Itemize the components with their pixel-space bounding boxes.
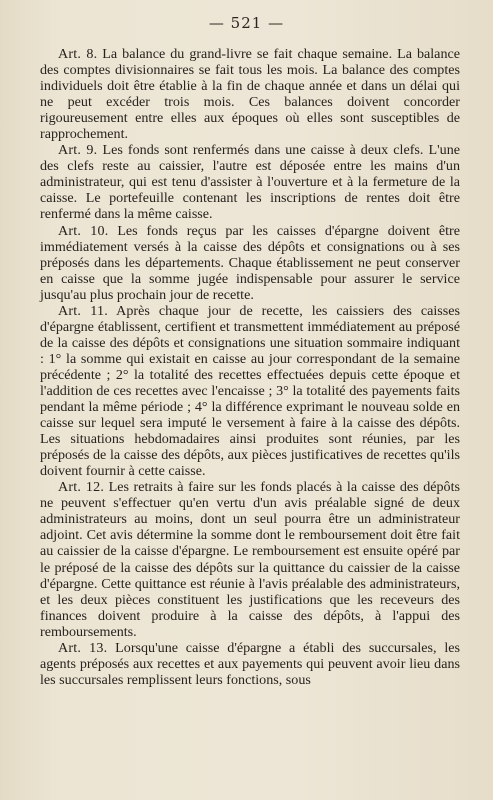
article-11-label: Art. 11. — [58, 302, 108, 319]
article-11-paragraph — [40, 303, 460, 480]
article-12-text: Les retraits à faire sur les fonds placés à la caisse des dépôts ne peuvent s'effectuer qu'en vertu d'un avis préalable signé de deux administrateurs au moins, dont un seul pourra être un administrateur adjoint. Cet avis détermine la somme dont le remboursement doit être fait au caissier de la caisse d'épargne. Le remboursement est ensuite opéré par le préposé de la caisse des dépôts sur la quittance du caissier de la caisse d'épargne. Cette quittance est réunie à l'avis préalable des administrateurs, et les deux pièces constituent les justifications que les receveurs des finances doivent produire à la caisse des dépôts, à l'appui des remboursements. — [40, 479, 460, 640]
article-9-paragraph — [40, 142, 460, 222]
article-13-text: Lorsqu'une caisse d'épargne a établi des succursales, les agents préposés aux recettes et aux payements qui peuvent avoir lieu dans les succursales remplissent leurs fonctions, sous — [40, 639, 460, 688]
article-8-label: Art. 8. — [58, 46, 98, 62]
article-text-block — [40, 46, 460, 688]
article-12-label: Art. 12. — [58, 479, 105, 496]
article-10-paragraph — [40, 223, 460, 303]
article-11-text: Après chaque jour de recette, les caissiers des caisses d'épargne établissent, certifient et transmettent immédiatement au préposé de la caisse des dépôts et consignations une situation sommaire indiquant : 1° la somme qui existait en caisse au jour correspondant de la semaine précédente ; 2° la totalité des recettes effectuées depuis cette époque et l'addition de ces recettes avec l'encaisse ; 3° la totalité des payements faits pendant la même période ; 4° la différence exprimant le nouveau solde en caisse sur lequel sera imputé le versement à faire à la caisse des dépôts. Les situations hebdomadaires ainsi produites sont réunies, par les préposés de la caisse des dépôts, aux pièces justificatives de recettes qu'ils doivent fournir à cette caisse. — [40, 302, 460, 480]
article-9-label: Art. 9. — [58, 142, 98, 159]
article-8-text: La balance du grand-livre se fait chaque semaine. La balance des comptes divisionnaires se fait tous les mois. La balance des comptes individuels doit être établie à la fin de chaque année et dans un délai qui ne peut excéder trois mois. Ces balances doivent concorder rigoureusement entre elles aux époques où elles sont susceptibles de rapprochement. — [40, 46, 460, 143]
article-10-text: Les fonds reçus par les caisses d'épargne doivent être immédiatement versés à la caisse des dépôts et consignations ou à ses préposés dans les départements. Chaque établissement ne peut conserver en caisse que la somme jugée indispensable pour assurer le service jusqu'au plus prochain jour de recette. — [40, 222, 460, 303]
page-number: — 521 — — [208, 14, 285, 32]
article-10-label: Art. 10. — [58, 222, 109, 239]
article-13-paragraph — [40, 640, 460, 688]
article-13-label: Art. 13. — [58, 639, 108, 656]
article-8-paragraph — [40, 46, 460, 142]
article-12-paragraph — [40, 479, 460, 639]
article-9-text: Les fonds sont renfermés dans une caisse à deux clefs. L'une des clefs reste au caissier, l'autre est déposée entre les mains d'un administrateur, qui est tenu d'assister à l'ouverture et à la fermeture de la caisse. Le portefeuille contenant les inscriptions de rentes doit être renfermé dans la même caisse. — [40, 142, 460, 223]
